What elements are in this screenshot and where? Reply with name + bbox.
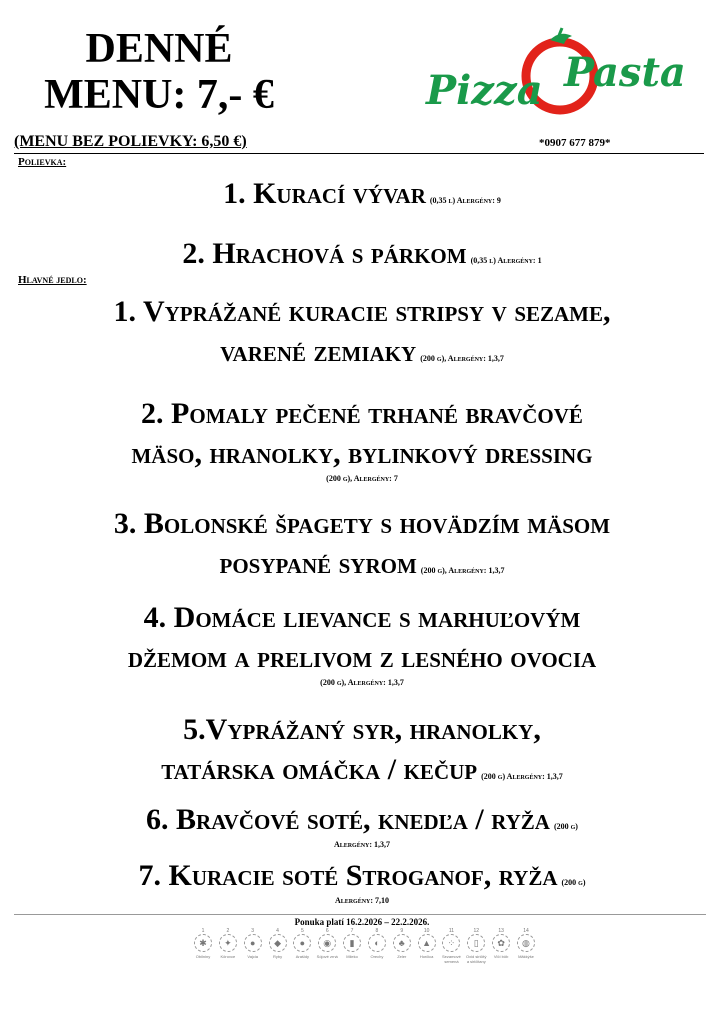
- allergen-item: 3 ● Vajcia: [242, 928, 264, 974]
- main-item-note: (200 g), Alergény: 7: [326, 474, 398, 483]
- price-info-line: [14, 133, 704, 154]
- allergen-item: 5 ● Arašidy: [291, 928, 313, 974]
- allergen-item: 14 ◍ Mäkkýše: [518, 928, 534, 959]
- nut-icon: ◐: [368, 934, 386, 952]
- phone-number: *0907 677 879*: [539, 137, 611, 149]
- main-item-note: (200 g), Alergény: 1,3,7: [420, 566, 505, 575]
- main-item-line1: 1. Vyprážané kuracie stripsy v sezame,: [113, 295, 611, 328]
- allergen-legend: [192, 928, 537, 974]
- main-item-note: (200 g), Alergény: 1,3,7: [420, 354, 504, 363]
- main-item: [10, 504, 714, 584]
- title-line-2: MENU: 7,- €: [44, 72, 274, 118]
- main-item-line2: varené zemiaky: [220, 335, 417, 368]
- soup-note: (0,35 l) Alergény: 9: [429, 196, 501, 205]
- main-item-line1: 2. Pomaly pečené trhané bravčové: [141, 397, 583, 430]
- soup-name: 1. Kurací vývar: [223, 177, 426, 210]
- sesame-icon: ⁘: [442, 934, 460, 952]
- peanut-icon: ●: [293, 934, 311, 952]
- allergen-item: 10 ▲ Horčica: [416, 928, 438, 974]
- soup-section-label: Polievka:: [18, 156, 67, 168]
- allergen-item: 6 ◉ Sójové zrná: [316, 928, 338, 959]
- allergen-item: 7 ▮ Mlieko: [341, 928, 363, 974]
- main-item: [10, 394, 714, 483]
- main-item: [10, 710, 714, 790]
- egg-icon: ●: [244, 934, 262, 952]
- main-item: [10, 856, 714, 905]
- allergen-item: 2 ✦ Kôrovce: [220, 928, 236, 959]
- lupin-icon: ✿: [492, 934, 510, 952]
- allergen-item: 12 ▯ Oxid siričitý a siričitany: [466, 928, 487, 964]
- main-item-note: Alergény: 7,10: [334, 896, 390, 905]
- main-item-line1: 3. Bolonské špagety s hovädzím mäsom: [113, 507, 611, 540]
- allergen-item: 1 ✱ Obilniny: [195, 928, 211, 959]
- menu-title: [14, 26, 304, 118]
- main-item-weight: (200 g): [561, 878, 586, 887]
- main-section-label: Hlavné jedlo:: [18, 274, 87, 286]
- allergen-item: 9 ♣ Zeler: [391, 928, 413, 974]
- logo-word-pasta: Pasta: [564, 49, 686, 96]
- fish-icon: ◆: [269, 934, 287, 952]
- footer-divider: [14, 914, 706, 915]
- mollusc-icon: ◍: [517, 934, 535, 952]
- logo-word-pizza: Pizza: [426, 67, 543, 114]
- title-line-1: DENNÉ: [85, 26, 233, 72]
- main-item-line1: 5.Vyprážaný syr, hranolky,: [183, 713, 541, 746]
- celery-icon: ♣: [393, 934, 411, 952]
- main-item-line2: džemom a prelivom z lesného ovocia: [127, 641, 597, 674]
- allergen-item: 8 ◐ Orechy: [366, 928, 388, 974]
- pizza-pasta-logo: [422, 24, 702, 134]
- main-item-line2: posypané syrom: [219, 547, 417, 580]
- soup-item: [10, 234, 714, 274]
- main-item-line2: tatárska omáčka / kečup: [161, 753, 478, 786]
- soup-name: 2. Hrachová s párkom: [182, 237, 467, 270]
- main-item-line2: mäso, hranolky, bylinkový dressing: [131, 437, 593, 470]
- crustacean-icon: ✦: [219, 934, 237, 952]
- milk-icon: ▮: [343, 934, 361, 952]
- allergen-item: 11 ⁘ Sezamové semená: [441, 928, 461, 964]
- allergen-item: 13 ✿ Vlčí bôb: [493, 928, 509, 959]
- main-item-line1: 7. Kuracie soté Stroganof, ryža: [138, 859, 558, 892]
- main-item-note: Alergény: 1,3,7: [333, 840, 391, 849]
- soup-item: [10, 174, 714, 214]
- main-item-weight: (200 g): [553, 822, 578, 831]
- main-item-line1: 6. Bravčové soté, knedľa / ryža: [146, 803, 550, 836]
- no-soup-price: (MENU BEZ POLIEVKY: 6,50 €): [14, 133, 247, 150]
- allergen-item: 4 ◆ Ryby: [267, 928, 289, 974]
- main-item: [10, 598, 714, 687]
- sulphite-icon: ▯: [467, 934, 485, 952]
- main-item-note: (200 g), Alergény: 1,3,7: [320, 678, 404, 687]
- soup-note: (0,35 l) Alergény: 1: [470, 256, 542, 265]
- main-item: [10, 800, 714, 849]
- soy-icon: ◉: [318, 934, 336, 952]
- grain-icon: ✱: [194, 934, 212, 952]
- main-item-line1: 4. Domáce lievance s marhuľovým: [143, 601, 581, 634]
- mustard-icon: ▲: [418, 934, 436, 952]
- main-item: [10, 292, 714, 372]
- main-item-note: (200 g) Alergény: 1,3,7: [481, 772, 563, 781]
- validity-text: Ponuka platí 16.2.2026 – 22.2.2026.: [294, 917, 430, 927]
